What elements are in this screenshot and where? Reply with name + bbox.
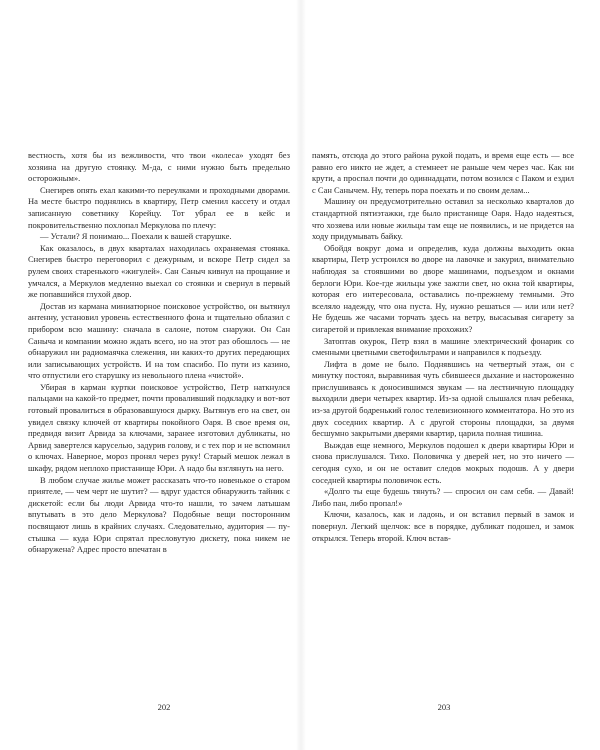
left-page-number: 202 xyxy=(157,702,171,712)
right-paragraph-6: Выждав еще немного, Меркулов подошел к двери квартиры Юри и снова прислушался. Тихо. Половичка у дверей нет, но это ничего — сегодня сухо, и он не оставит следов мокрых подошв. А у двери соседней квартиры половичок есть. xyxy=(312,439,574,485)
left-paragraph-2: Снегирев опять ехал какими-то переулками и проходными дворами. На месте быстро поднялись в квартиру, Петр сменил кассету и отдал записанную советнику Корейцу. Тот убрал ее в кейс и покровительственно похлопал Меркулова по плечу: xyxy=(28,184,290,230)
left-paragraph-4: Как оказалось, в двух кварталах находилась охраняемая стоянка. Снегирев быстро переговорил с дежурным, и вскоре Петр сидел за рулем своих старенького «жигулей». Сан Саныч кивнул на прощание и умчался, а Меркулов медленно выехал со стоянки и свернул в первый же попавшийся глухой двор. xyxy=(28,242,290,300)
left-paragraph-5: Достав из кармана миниатюрное поисковое устройство, он вытянул антенну, установил уровень естественного фона и тщательно облазил с прибором всю машину: сначала в салоне, потом снаружи. Он Сан Саныча и компании можно ждать всего, но на этот раз обошлось — не обнаружил ни радиомаячка слежения, ни каких-то других передающих или записывающих устройств. И на том спасибо. По пути из казино, что отпустили его старушку из невольного плена «чистой». xyxy=(28,300,290,381)
right-paragraph-7: «Долго ты еще будешь тянуть? — спросил он сам себя. — Давай! Либо пан, либо пропал!» xyxy=(312,486,574,508)
right-paragraph-1: память, отсюда до этого района рукой подать, и время еще есть — все равно его никто не ждет, а стемнеет не раньше чем через час. Как ни крути, а проспал почти до одиннадцати, потом возился с Паком и ездил с Сан Санычем. Ну, теперь пора поехать и по своим делам... xyxy=(312,150,574,195)
left-page xyxy=(28,150,290,556)
page-gutter xyxy=(296,0,306,750)
right-paragraph-5: Лифта в доме не было. Поднявшись на четвертый этаж, он с минутку постоял, выравнивая чуть сбившееся дыхание и настороженно прислушиваясь к доносившимся звукам — на лестничную площадку выходили двери четырех квартир. Из-за одной слышался плач ребенка, из-за другой бодренький голос телевизионного комментатора. Но это из двух соседних квартир. А с другой стороны площадки, за двумя бесшумно закрытыми дверями квартир, царила полная тишина. xyxy=(312,358,574,439)
left-paragraph-3: — Устали? Я понимаю... Поехали к вашей старушке. xyxy=(40,231,232,242)
left-paragraph-6: Убирая в карман куртки поисковое устройство, Петр наткнулся пальцами на какой-то предмет, почти проваливший подкладку и вот-вот готовый провалиться в образовавшуюся дырку. Вытянув его на свет, он увидел связку ключей от квартиры покойного Оаря. В свое время он, предвидя визит Арвида за ключами, заранее изготовил дубликаты, но Арвид завертелся каруселью, задурив голову, и с тех пор и не вспомнил о ключах. Наверное, мороз пронял через руку! Старый мешок лежал в шкафу, рядом неплохо пристанище Юри. А надо бы взглянуть на него. xyxy=(28,381,290,474)
right-paragraph-3: Обойдя вокруг дома и определив, куда должны выходить окна квартиры, Петр устроился во дворе на лавочке и закурил, внимательно наблюдая за стоявшими во дворе машинами, подъездом и окнами берлоги Юри. Кое-где жильцы уже зажгли свет, но окна той квартиры, которая его интересовала, оставались по-прежнему темными. Это вселяло надежду, что она пуста. Ну, нужно решаться — или или нет? Не будешь же часами торчать здесь на ветру, высасывая сигарету за сигаретой и привлекая внимание прохожих? xyxy=(312,242,574,334)
left-paragraph-1: вестность, хотя бы из вежливости, что твои «колеса» уходят без хозяина на другую стоянку. М-да, с ними нужно быть предельно осторожным». xyxy=(28,150,290,184)
left-paragraph-7: В любом случае жилье может рассказать что-то новенькое о старом приятеле, — чем черт не шутит? — вдруг удастся обнаружить тайник с дискетой: если бы люди Арвида что-то нашли, то зачем латышам впутывать в это дело Меркулова? Подобные вещи посторонним посвящают лишь в крайних случаях. Следовательно, аудитория — пустышка — куда Юри спрятал пресловутую дискету, пока никем не обнаружена? Адрес просто впечатан в xyxy=(28,474,290,555)
right-page xyxy=(312,150,574,544)
right-page-number: 203 xyxy=(437,702,451,712)
right-paragraph-8: Ключи, казалось, как и ладонь, и он вставил первый в замок и повернул. Легкий щелчок: все в порядке, дубликат подошел, и замок открылся. Теперь второй. Ключ встав- xyxy=(312,509,574,543)
right-paragraph-4: Затоптав окурок, Петр взял в машине электрический фонарик со сменными цветными светофильтрами и направился к подъезду. xyxy=(312,335,574,358)
right-paragraph-2: Машину он предусмотрительно оставил за несколько кварталов до стандартной пятиэтажки, где было пристанище Оаря. Надо надеяться, что хозяева или новые жильцы там еще не появились, и не придется на ходу придумывать байку. xyxy=(312,196,574,242)
